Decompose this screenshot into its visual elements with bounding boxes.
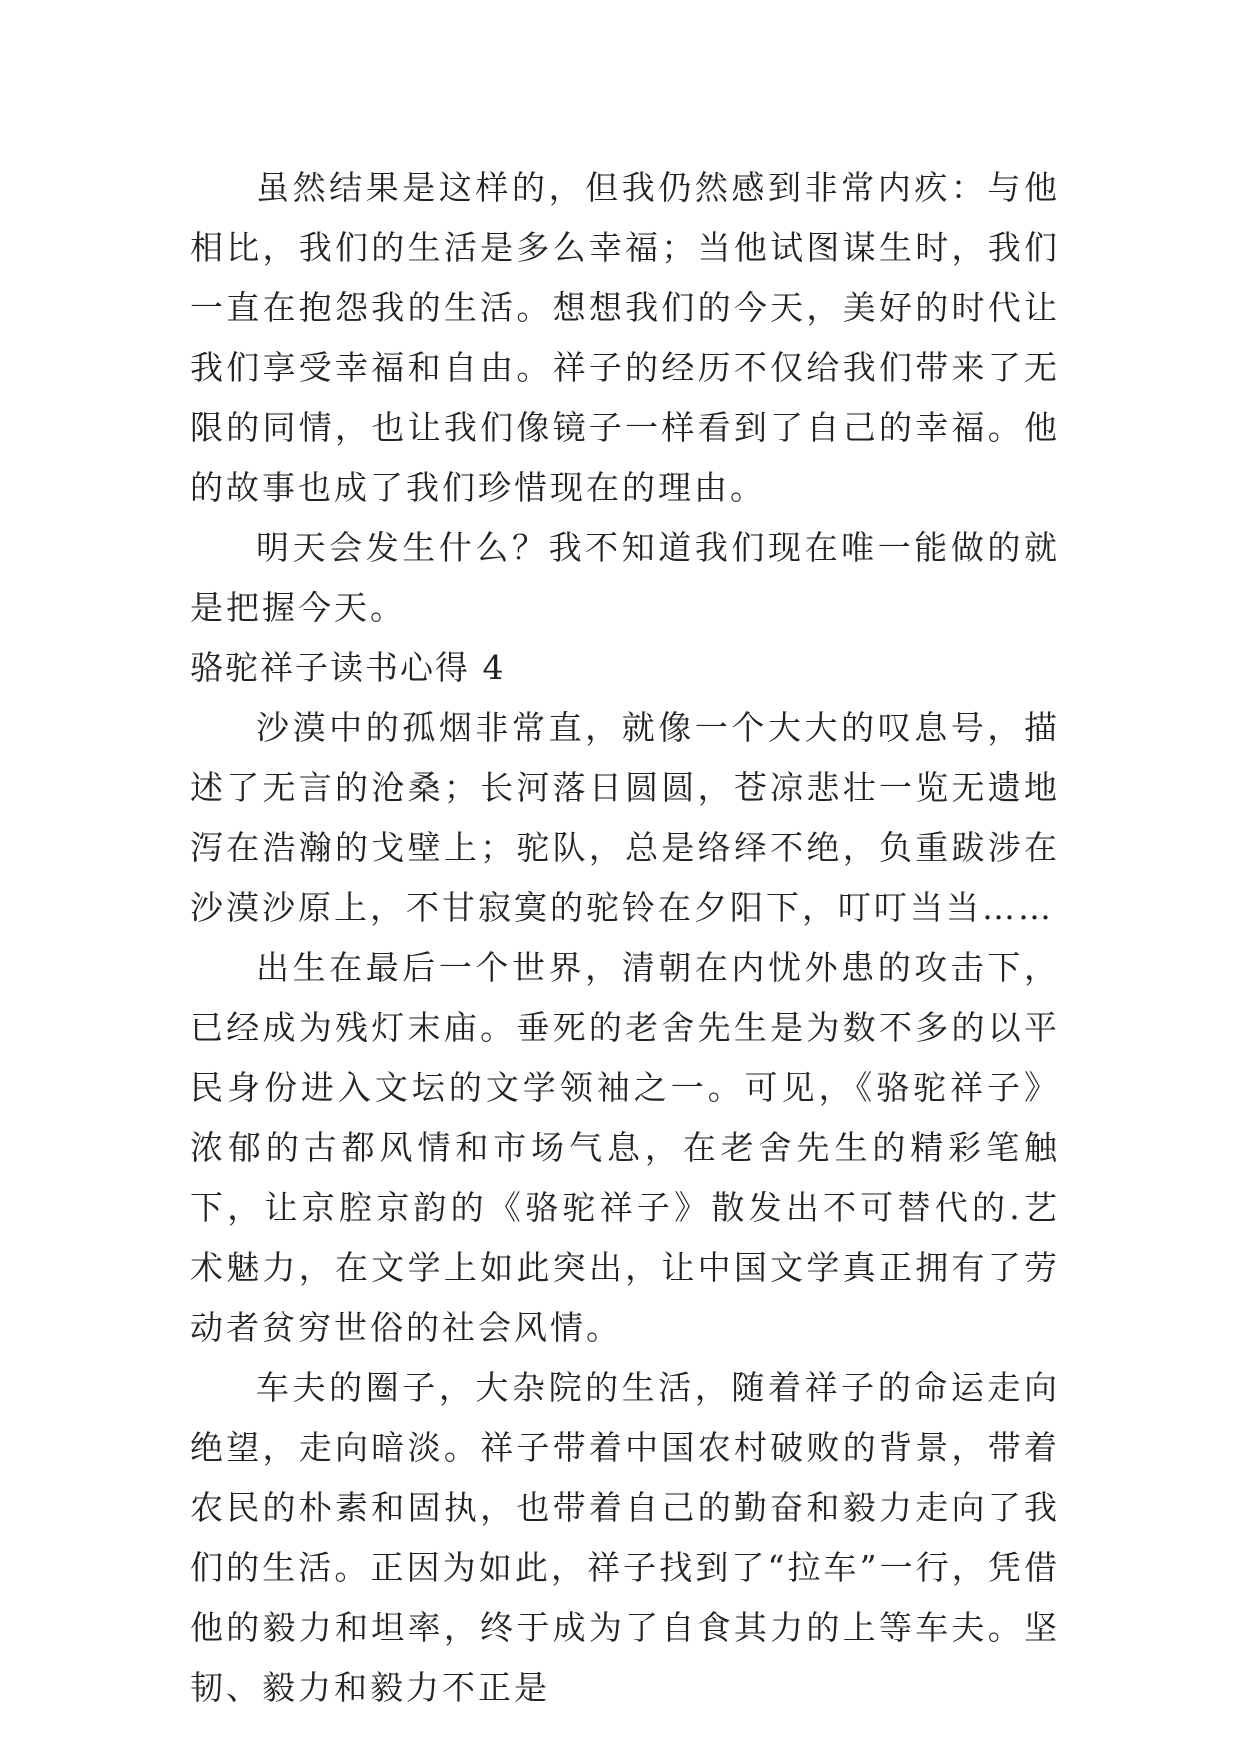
paragraph-gratitude: 虽然结果是这样的，但我仍然感到非常内疚：与他相比，我们的生活是多么幸福；当他试图谋生时，我们一直在抱怨我的生活。想想我们的今天，美好的时代让我们享受幸福和自由。祥子的经历不仅给我们带来了无限的同情，也让我们像镜子一样看到了自己的幸福。他的故事也成了我们珍惜现在的理由。 [190,168,1060,507]
paragraph-rickshaw: 车夫的圈子，大杂院的生活，随着祥子的命运走向绝望，走向暗淡。祥子带着中国农村破败的背景，带着农民的朴素和固执，也带着自己的勤奋和毅力走向了我们的生活。正因为如此，祥子找到了“拉车”一行，凭借他的毅力和坦率，终于成为了自食其力的上等车夫。坚韧、毅力和毅力不正是 [190,1368,1060,1707]
paragraph-tomorrow: 明天会发生什么？我不知道我们现在唯一能做的就是把握今天。 [190,528,1060,627]
document-body [190,158,1060,1718]
section-title: 骆驼祥子读书心得 4 [190,648,506,687]
paragraph-desert: 沙漠中的孤烟非常直，就像一个大大的叹息号，描述了无言的沧桑；长河落日圆圆，苍凉悲壮一览无遗地泻在浩瀚的戈壁上；驼队，总是络绎不绝，负重跋涉在沙漠沙原上，不甘寂寞的驼铃在夕阳下，叮叮当当…… [190,708,1060,927]
paragraph-laoshe: 出生在最后一个世界，清朝在内忧外患的攻击下，已经成为残灯末庙。垂死的老舍先生是为数不多的以平民身份进入文坛的文学领袖之一。可见，《骆驼祥子》浓郁的古都风情和市场气息，在老舍先生的精彩笔触下，让京腔京韵的《骆驼祥子》散发出不可替代的.艺术魅力，在文学上如此突出，让中国文学真正拥有了劳动者贫穷世俗的社会风情。 [190,948,1060,1347]
